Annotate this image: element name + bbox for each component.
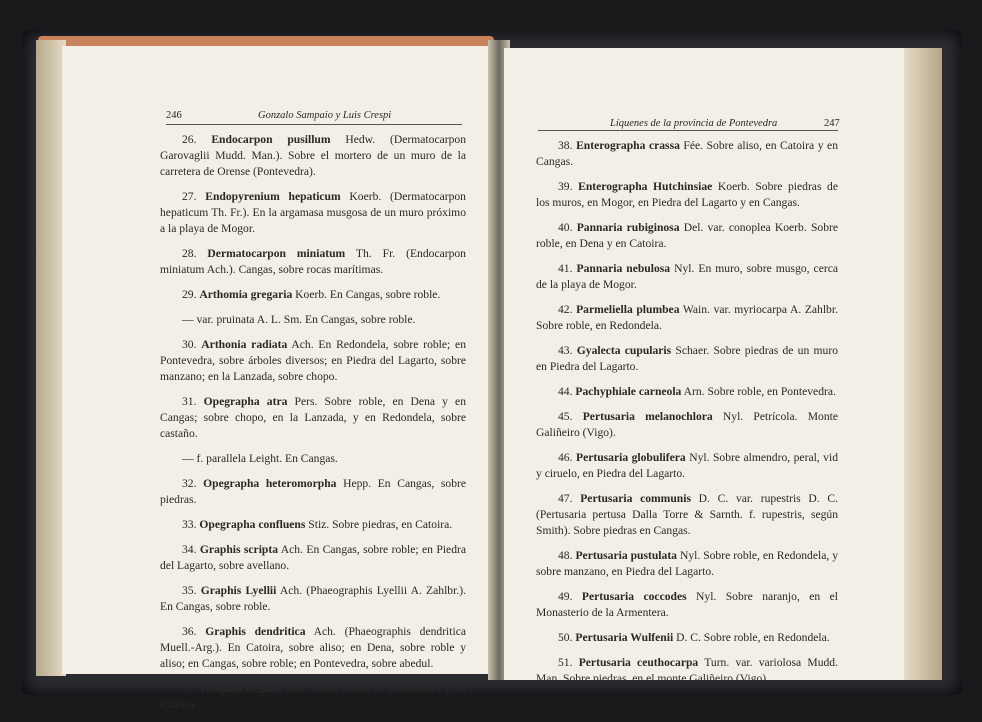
entry	[160, 624, 466, 672]
entry-text: Nyl. Petrícola. Monte Galiñeiro (Vigo).	[536, 410, 838, 439]
right-page-edges	[900, 48, 942, 680]
entry-text: Hedw. (Dermatocarpon Garovaglii Mudd. Man.). Sobre el mortero de un muro de la carretera de Orense (Pontevedra).	[160, 133, 466, 178]
entry-number: 37.	[182, 682, 197, 695]
entry	[160, 246, 466, 278]
entry	[536, 343, 838, 375]
entry	[160, 394, 466, 442]
page-number: 246	[166, 110, 182, 121]
entry	[536, 630, 838, 646]
entry-text: Turn. var. variolosa Mudd. Man. Sobre piedras, en el monte Galiñeiro (Vigo).	[536, 656, 838, 685]
entry-number: 34.	[182, 543, 197, 556]
entry-number: 45.	[558, 410, 573, 423]
species-name: Pertusaria communis	[580, 492, 691, 505]
species-name: Pertusaria coccodes	[581, 590, 687, 603]
entry	[160, 337, 466, 385]
entry-text: Th. Fr. (Endocarpon miniatum Ach.). Cangas, sobre rocas marítimas.	[160, 247, 466, 276]
page-body	[536, 138, 838, 696]
header-rule	[538, 130, 838, 131]
entry-number: 42.	[558, 303, 573, 316]
entry	[160, 189, 466, 237]
entry	[536, 491, 838, 539]
entry-number: 39.	[558, 180, 573, 193]
header-rule	[166, 124, 462, 125]
entry-text: Ach. En Cangas, sobre roble; en Piedra del Lagarto, sobre avellano.	[160, 543, 466, 572]
entry-number: 35.	[182, 584, 197, 597]
species-name: Pertusaria Wulfenii	[575, 631, 674, 644]
entry-text: f. parallela Leight. En Cangas.	[196, 452, 338, 465]
entry-text: Pers. Sobre roble, en Dena y en Cangas; sobre chopo, en la Lanzada, y en Redondela, sobre castaño.	[160, 395, 466, 440]
entry-text: Nyl. En muro, sobre musgo, cerca de la playa de Mogor.	[536, 262, 839, 291]
entry-text: Arn. Sobre roble, en Pontevedra.	[681, 385, 836, 398]
species-name: Graphis elegans	[200, 682, 282, 695]
entry-text: Fée. Sobre aliso, en Catoira y en Cangas.	[536, 139, 838, 168]
entry-number: 26.	[182, 133, 197, 146]
entry	[536, 548, 838, 580]
entry-number: 41.	[558, 262, 573, 275]
entry-number: 40.	[558, 221, 573, 234]
entry-number: 38.	[558, 139, 573, 152]
entry-number: —	[182, 452, 194, 465]
species-name: Gyalecta cupularis	[576, 344, 672, 357]
species-name: Opegrapha heteromorpha	[203, 477, 337, 490]
entry	[160, 312, 466, 328]
entry-number: 50.	[558, 631, 573, 644]
entry-number: —	[182, 313, 194, 326]
entry-text: var. pruinata A. L. Sm. En Cangas, sobre roble.	[196, 313, 416, 326]
page-number: 247	[824, 118, 840, 129]
entry-number: 43.	[558, 344, 573, 357]
entry	[160, 542, 466, 574]
entry	[160, 681, 466, 713]
entry-text: Ach. (Phaeographis Lyellii A. Zahlbr.). En Cangas, sobre roble.	[160, 584, 466, 613]
entry	[160, 451, 466, 467]
entry	[160, 132, 466, 180]
entry	[536, 384, 838, 400]
entry-number: 29.	[182, 288, 197, 301]
entry-number: 31.	[182, 395, 197, 408]
entry-number: 32.	[182, 477, 197, 490]
species-name: Parmeliella plumbea	[576, 303, 680, 316]
species-name: Pertusaria pustulata	[575, 549, 677, 562]
page-body	[160, 132, 466, 722]
entry	[536, 655, 838, 687]
entry-number: 48.	[558, 549, 573, 562]
entry-number: 47.	[558, 492, 573, 505]
species-name: Enterographa Hutchinsiae	[578, 180, 713, 193]
species-name: Graphis scripta	[199, 543, 279, 556]
species-name: Pannaria rubiginosa	[576, 221, 680, 234]
running-header: Líquenes de la provincia de Pontevedra	[610, 118, 778, 129]
entry-text: Ach. (Phaeographis dendritica Muell.-Arg.). En Catoira, sobre aliso; en Dena, sobre roble y aliso; en Cangas, sobre roble; en Pontevedra, sobre abedul.	[160, 625, 467, 670]
entry-text: Del. var. conoplea Koerb. Sobre roble, en Dena y en Catoira.	[536, 221, 838, 250]
entry-number: 51.	[558, 656, 573, 669]
right-page	[504, 48, 904, 685]
entry	[536, 409, 838, 441]
entry-text: Koerb. (Dermatocarpon hepaticum Th. Fr.). En la argamasa musgosa de un muro próximo a la playa de Mogor.	[160, 190, 466, 235]
entry	[536, 138, 838, 170]
entry-text: Wain. var. myriocarpa A. Zahlbr. Sobre roble, en Redondela.	[536, 303, 838, 332]
entry	[536, 302, 838, 334]
entry-text: D. C. Sobre roble, en Redondela.	[673, 631, 830, 644]
species-name: Pertusaria ceuthocarpa	[578, 656, 699, 669]
entry-text: Koerb. Sobre piedras de los muros, en Mogor, en Piedra del Lagarto y en Cangas.	[536, 180, 838, 209]
species-name: Arthomia gregaria	[199, 288, 293, 301]
entry-number: 46.	[558, 451, 573, 464]
species-name: Enterographa crassa	[576, 139, 680, 152]
species-name: Pachyphiale carneola	[575, 385, 682, 398]
entry-number: 33.	[182, 518, 197, 531]
species-name: Arthonia radiata	[201, 338, 288, 351]
entry-text: Nyl. Sobre almendro, peral, vid y ciruelo, en Piedra del Lagarto.	[536, 451, 838, 480]
entry-text: Ach. Sobre roble, en Pontevedra y en Catoira.	[160, 682, 466, 711]
species-name: Opegrapha confluens	[199, 518, 306, 531]
entry	[536, 179, 838, 211]
species-name: Pertusaria melanochlora	[582, 410, 713, 423]
species-name: Graphis dendritica	[205, 625, 306, 638]
entry	[160, 287, 466, 303]
entry-text: Stiz. Sobre piedras, en Catoira.	[305, 518, 453, 531]
entry-text: Ach. En Redondela, sobre roble; en Pontevedra, sobre árboles diversos; en Piedra del Lagarto, sobre manzano; en la Lanzada, sobre chopo.	[160, 338, 467, 383]
entry	[160, 583, 466, 615]
species-name: Opegrapha atra	[203, 395, 288, 408]
entry	[536, 450, 838, 482]
entry-number: 27.	[182, 190, 197, 203]
entry-text: Hepp. En Cangas, sobre piedras.	[160, 477, 467, 506]
entry-text: D. C. var. rupestris D. C. (Pertusaria pertusa Dalla Torre & Sarnth. f. rupestris, según Smith). Sobre piedras en Cangas.	[536, 492, 838, 537]
species-name: Endocarpon pusillum	[211, 133, 331, 146]
entry	[536, 261, 838, 293]
entry-text: Nyl. Sobre naranjo, en el Monasterio de la Armentera.	[536, 590, 838, 619]
entry-number: 28.	[182, 247, 197, 260]
species-name: Endopyrenium hepaticum	[205, 190, 341, 203]
species-name: Pertusaria globulifera	[575, 451, 686, 464]
left-page	[62, 46, 494, 711]
entry	[160, 517, 466, 533]
entry-number: 44.	[558, 385, 573, 398]
entry-text: Schaer. Sobre piedras de un muro en Piedra del Lagarto.	[536, 344, 838, 373]
entry-number: 36.	[182, 625, 197, 638]
entry	[160, 476, 466, 508]
species-name: Graphis Lyellii	[200, 584, 277, 597]
entry	[536, 220, 838, 252]
species-name: Pannaria nebulosa	[576, 262, 671, 275]
entry	[536, 589, 838, 621]
entry-number: 30.	[182, 338, 197, 351]
entry-text: Koerb. En Cangas, sobre roble.	[292, 288, 441, 301]
running-header: Gonzalo Sampaio y Luis Crespi	[258, 110, 392, 121]
species-name: Dermatocarpon miniatum	[207, 247, 346, 260]
entry-text: Nyl. Sobre roble, en Redondela, y sobre manzano, en Piedra del Lagarto.	[536, 549, 839, 578]
entry-number: 49.	[558, 590, 573, 603]
